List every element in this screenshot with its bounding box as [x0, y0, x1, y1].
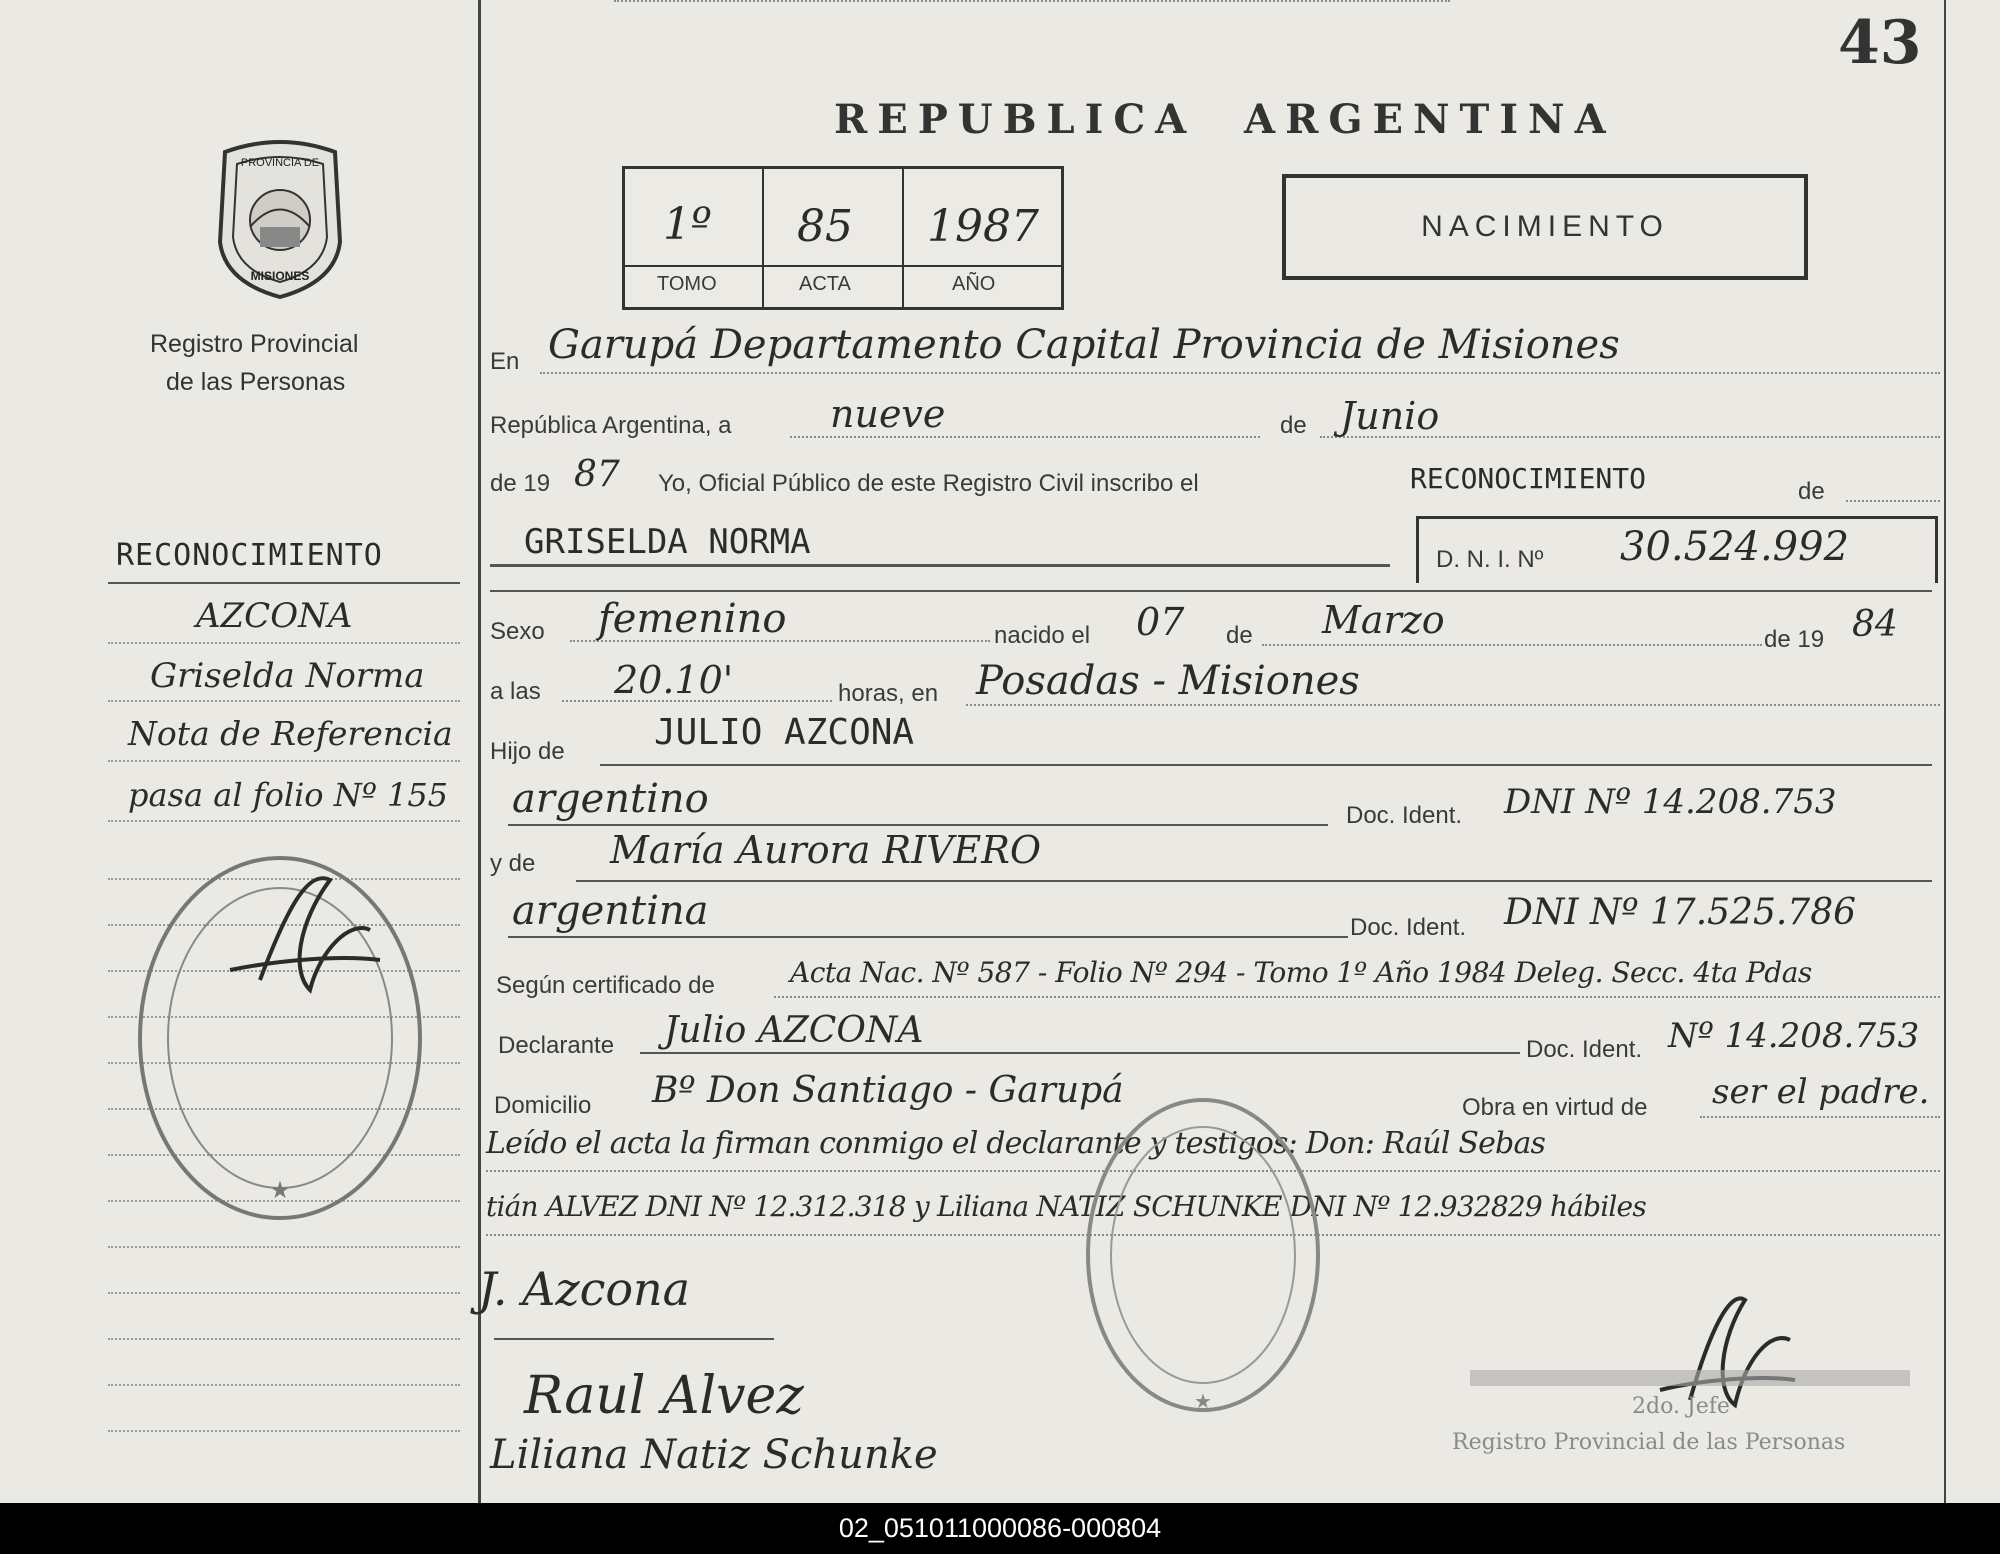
page-right-border — [1944, 0, 1946, 1503]
segun-value: Acta Nac. Nº 587 - Folio Nº 294 - Tomo 1º Año 1984 Deleg. Secc. 4ta Pdas — [790, 956, 1812, 989]
month-value: Junio — [1340, 394, 1440, 438]
mother-doc-value: DNI Nº 17.525.786 — [1504, 892, 1857, 933]
stamp-right-block — [1470, 1370, 1910, 1386]
birth-month-value: Marzo — [1322, 598, 1445, 642]
domicilio-label: Domicilio — [494, 1092, 592, 1119]
declarante-doc-value: Nº 14.208.753 — [1668, 1016, 1920, 1056]
tomo-label: TOMO — [657, 273, 717, 295]
mother-value: María Aurora RIVERO — [610, 828, 1042, 872]
alas-label: a las — [490, 678, 541, 705]
registry-line1: Registro Provincial — [150, 330, 359, 358]
yde-label: y de — [490, 850, 536, 877]
birth-day-value: 07 — [1136, 600, 1185, 644]
father-nat-value: argentino — [512, 776, 709, 822]
stamp-right-line3: Registro Provincial de las Personas — [1452, 1430, 1846, 1455]
de-label2: de — [1226, 622, 1253, 649]
free-text-line1: Leído el acta la firman conmigo el declarante y testigos: Don: Raúl Sebas — [486, 1126, 1546, 1161]
obra-label: Obra en virtud de — [1462, 1094, 1648, 1121]
segun-label: Según certificado de — [496, 972, 715, 999]
record-box — [622, 166, 1064, 310]
margin-note-line2: Griselda Norma — [150, 656, 425, 696]
seal-bottom-text: MISIONES — [250, 269, 310, 283]
signature-declarante: J. Azcona — [478, 1262, 691, 1316]
de-after-label: de — [1798, 478, 1825, 505]
tomo-value: 1º — [663, 199, 712, 250]
seal-top-text: PROVINCIA DE — [240, 157, 320, 169]
stamp-right-line2: 2do. Jefe — [1632, 1394, 1730, 1419]
yo-label: Yo, Oficial Público de este Registro Civil inscribo el — [658, 470, 1199, 497]
hijo-label: Hijo de — [490, 738, 565, 765]
dni-label: D. N. I. Nº — [1436, 546, 1544, 573]
image-id-footer: 02_051011000086-000804 — [0, 1503, 2000, 1554]
acta-value: 85 — [797, 201, 853, 252]
de19-label2: de 19 — [1764, 626, 1825, 653]
obra-value: ser el padre. — [1712, 1072, 1930, 1112]
inscribo-value: RECONOCIMIENTO — [1410, 462, 1647, 495]
de19-label: de 19 — [490, 470, 551, 497]
signature-official-left — [220, 860, 390, 1010]
signature-witness1: Raul Alvez — [524, 1366, 804, 1426]
acta-label: ACTA — [799, 273, 851, 295]
margin-note-title: RECONOCIMIENTO — [116, 538, 383, 573]
ano-label: AÑO — [952, 273, 996, 295]
sexo-value: femenino — [598, 596, 787, 642]
doc-ident-label-father: Doc. Ident. — [1346, 802, 1463, 829]
en-value: Garupá Departamento Capital Provincia de Misiones — [548, 322, 1620, 368]
page-number: 43 — [1838, 8, 1922, 78]
doc-ident-label-declarante: Doc. Ident. — [1526, 1036, 1643, 1063]
country-title: REPUBLICA ARGENTINA — [834, 96, 1616, 143]
official-stamp-center — [1078, 1090, 1328, 1420]
margin-note-line4: pasa al folio Nº 155 — [128, 776, 449, 814]
father-value: JULIO AZCONA — [654, 712, 915, 753]
margin-note-line1: AZCONA — [196, 596, 353, 636]
birth-year-value: 84 — [1852, 604, 1898, 645]
act-type-label: NACIMIENTO — [1421, 210, 1669, 243]
svg-text:★: ★ — [1194, 1391, 1212, 1413]
act-type-box — [1282, 174, 1808, 280]
republica-label: República Argentina, a — [490, 412, 732, 439]
signature-witness2: Liliana Natiz Schunke — [490, 1432, 938, 1478]
declarante-label: Declarante — [498, 1032, 615, 1059]
province-seal-emblem — [205, 132, 355, 302]
time-value: 20.10' — [614, 658, 734, 702]
dni-value: 30.524.992 — [1620, 524, 1850, 570]
year-value: 87 — [574, 454, 620, 495]
place-value: Posadas - Misiones — [976, 658, 1360, 704]
nacido-label: nacido el — [994, 622, 1091, 649]
sexo-label: Sexo — [490, 618, 545, 645]
horas-label: horas, en — [838, 680, 939, 707]
day-value: nueve — [830, 392, 946, 436]
name-value: GRISELDA NORMA — [524, 522, 811, 562]
ano-value: 1987 — [927, 201, 1039, 252]
en-label: En — [490, 348, 520, 375]
free-text-line2: tián ALVEZ DNI Nº 12.312.318 y Liliana NATIZ SCHUNKE DNI Nº 12.932829 hábiles — [486, 1190, 1646, 1223]
declarante-value: Julio AZCONA — [664, 1010, 924, 1051]
domicilio-value: Bº Don Santiago - Garupá — [652, 1070, 1124, 1111]
margin-note-line3: Nota de Referencia — [128, 714, 453, 753]
father-doc-value: DNI Nº 14.208.753 — [1504, 782, 1837, 822]
registry-line2: de las Personas — [166, 368, 346, 396]
svg-text:★: ★ — [269, 1177, 291, 1204]
mother-nat-value: argentina — [512, 888, 709, 934]
de-label: de — [1280, 412, 1307, 439]
doc-ident-label-mother: Doc. Ident. — [1350, 914, 1467, 941]
